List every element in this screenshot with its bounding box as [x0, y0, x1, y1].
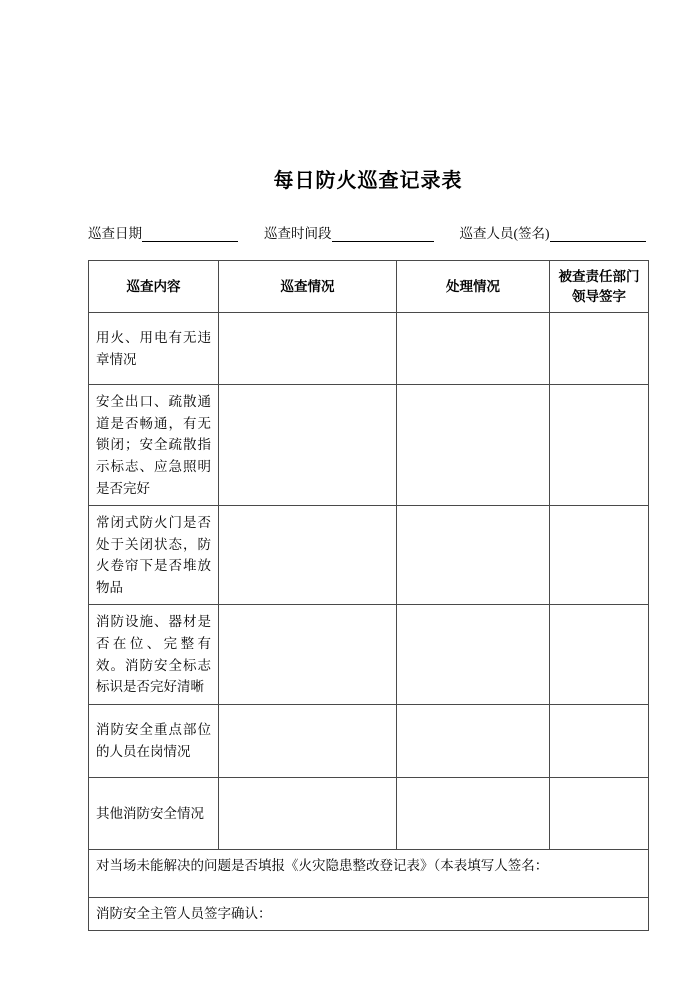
- page-title: 每日防火巡查记录表: [273, 170, 463, 192]
- footer-unresolved-issues-text: 对当场未能解决的问题是否填报《火灾隐患整改登记表》（本表填写人签名：: [89, 849, 649, 897]
- signature-cell: [550, 605, 649, 704]
- inspection-record-table: [88, 260, 649, 931]
- inspection-status-cell: [219, 605, 397, 704]
- table-header-row: [89, 261, 649, 313]
- row-content: 用火、用电有无违章情况: [89, 313, 219, 385]
- header-handling-status: 处理情况: [397, 261, 550, 313]
- inspection-date-field: [88, 222, 238, 242]
- inspection-status-cell: [219, 704, 397, 777]
- table-row: [89, 506, 649, 605]
- inspector-signature-label: 巡查人员(签名): [459, 226, 550, 241]
- table-row: [89, 777, 649, 849]
- table-row: [89, 704, 649, 777]
- document-content: [88, 168, 648, 931]
- inspection-time-fill-line: [332, 227, 434, 242]
- inspection-status-cell: [219, 777, 397, 849]
- row-content: 其他消防安全情况: [89, 777, 219, 849]
- signature-cell: [550, 385, 649, 506]
- table-row: [89, 313, 649, 385]
- signature-cell: [550, 506, 649, 605]
- header-department-leader-signature: 被查责任部门领导签字: [550, 261, 649, 313]
- handling-status-cell: [397, 777, 550, 849]
- footer-row-supervisor-signature: [89, 897, 649, 930]
- row-content: 常闭式防火门是否处于关闭状态，防火卷帘下是否堆放物品: [89, 506, 219, 605]
- handling-status-cell: [397, 605, 550, 704]
- signature-cell: [550, 704, 649, 777]
- inspector-signature-fill-line: [550, 227, 646, 242]
- handling-status-cell: [397, 506, 550, 605]
- inspection-time-field: [264, 222, 434, 242]
- inspection-status-cell: [219, 385, 397, 506]
- inspection-status-cell: [219, 313, 397, 385]
- footer-supervisor-signature-text: 消防安全主管人员签字确认：: [89, 897, 649, 930]
- header-inspection-content: 巡查内容: [89, 261, 219, 313]
- inspection-time-label: 巡查时间段: [264, 226, 332, 241]
- signature-cell: [550, 777, 649, 849]
- signature-cell: [550, 313, 649, 385]
- row-content: 消防安全重点部位的人员在岗情况: [89, 704, 219, 777]
- row-content: 消防设施、器材是否在位、完整有效。消防安全标志标识是否完好清晰: [89, 605, 219, 704]
- handling-status-cell: [397, 313, 550, 385]
- table-row: [89, 605, 649, 704]
- inspector-signature-field: [460, 222, 646, 242]
- row-content: 安全出口、疏散通道是否畅通，有无锁闭；安全疏散指示标志、应急照明是否完好: [89, 385, 219, 506]
- inspection-date-fill-line: [142, 227, 238, 242]
- inspection-date-label: 巡查日期: [88, 226, 142, 241]
- header-inspection-status: 巡查情况: [219, 261, 397, 313]
- handling-status-cell: [397, 704, 550, 777]
- footer-row-unresolved-issues: [89, 849, 649, 897]
- handling-status-cell: [397, 385, 550, 506]
- inspection-status-cell: [219, 506, 397, 605]
- meta-line: [88, 222, 648, 242]
- table-row: [89, 385, 649, 506]
